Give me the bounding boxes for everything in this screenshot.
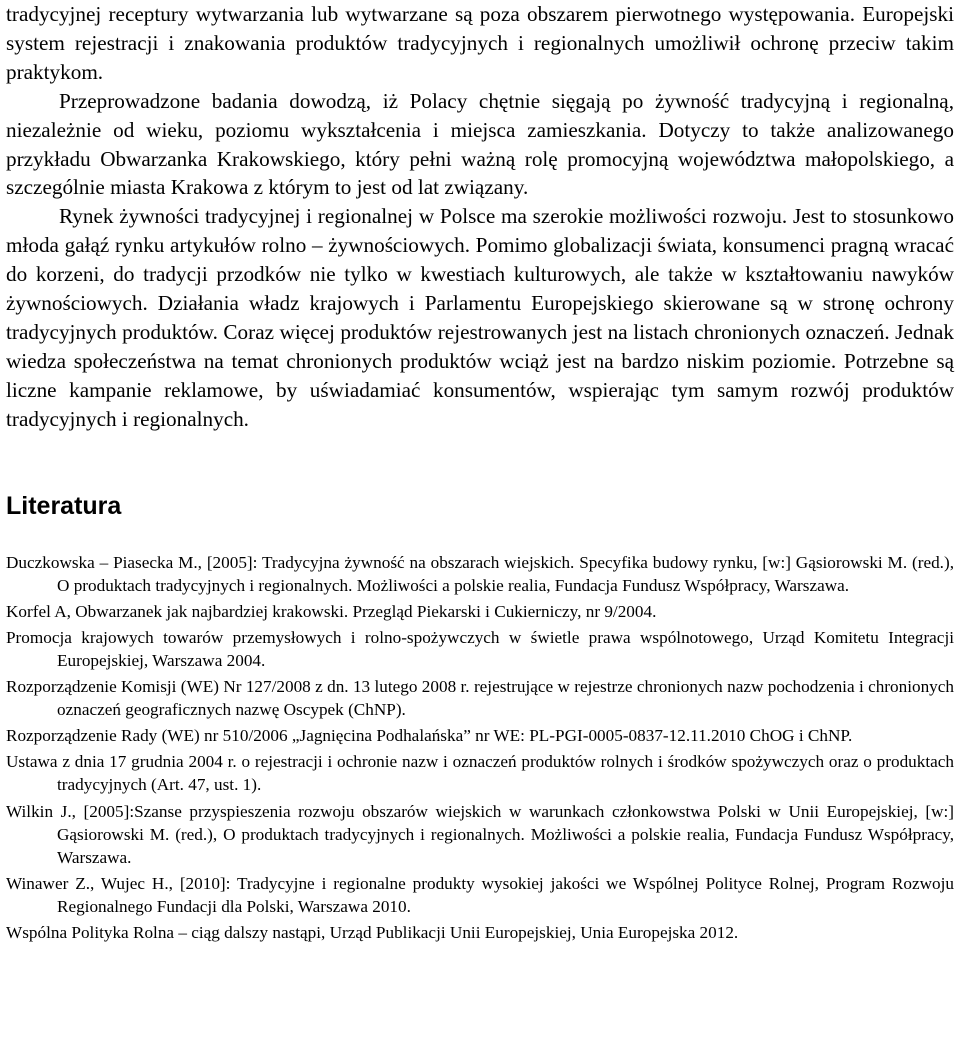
reference-item: Wspólna Polityka Rolna – ciąg dalszy nastąpi, Urząd Publikacji Unii Europejskiej, Unia Europejska 2012. xyxy=(6,923,739,942)
reference-item: Duczkowska – Piasecka M., [2005]: Tradycyjna żywność na obszarach wiejskich. Specyfika budowy rynku, [w:] Gąsiorowski M. (red.), O produktach tradycyjnych i regionalnych. Możliwości a polskie realia, Fundacja Fundusz Współpracy, Warszawa. xyxy=(6,552,954,595)
reference-item: Rozporządzenie Rady (WE) nr 510/2006 „Jagnięcina Podhalańska” nr WE: PL-PGI-0005-0837-12.11.2010 ChOG i ChNP. xyxy=(6,726,853,746)
reference-item: Wilkin J., [2005]:Szanse przyspieszenia rozwoju obszarów wiejskich w warunkach członkowstwa Polski w Unii Europejskiej, [w:] Gąsiorowski M. (red.), O produktach tradycyjnych i regionalnych. Możliwości a polskie realia, Fundacja Fundusz Współpracy, Warszawa. xyxy=(6,801,954,867)
reference-item: Ustawa z dnia 17 grudnia 2004 r. o rejestracji i ochronie nazw i oznaczeń produktów rolnych i środków spożywczych oraz o produktach tradycyjnych (Art. 47, ust. 1). xyxy=(6,752,954,795)
document-page xyxy=(6,0,954,947)
reference-item: Korfel A, Obwarzanek jak najbardziej krakowski. Przegląd Piekarski i Cukierniczy, nr 9/2004. xyxy=(6,601,657,621)
reference-item: Promocja krajowych towarów przemysłowych i rolno-spożywczych w świetle prawa wspólnotowego, Urząd Komitetu Integracji Europejskiej, Warszawa 2004. xyxy=(6,627,954,670)
reference-item: Winawer Z., Wujec H., [2010]: Tradycyjne i regionalne produkty wysokiej jakości we Wspólnej Polityce Rolnej, Program Rozwoju Regionalnego Fundacji dla Polski, Warszawa 2010. xyxy=(6,873,954,916)
paragraph-continuation: tradycyjnej receptury wytwarzania lub wytwarzane są poza obszarem pierwotnego występowania. Europejski system rejestracji i znakowania produktów tradycyjnych i regionalnych umożliwił ochronę przeciw takim praktykom. xyxy=(6,2,954,84)
reference-list xyxy=(6,551,954,945)
paragraph-research: Przeprowadzone badania dowodzą, iż Polacy chętnie sięgają po żywność tradycyjną i regionalną, niezależnie od wieku, poziomu wykształcenia i miejsca zamieszkania. Dotyczy to także analizowanego przykładu Obwarzanka Krakowskiego, który pełni ważną rolę promocyjną województwa małopolskiego, a szczególnie miasta Krakowa z którym to jest od lat związany. xyxy=(6,88,954,200)
paragraph-market: Rynek żywności tradycyjnej i regionalnej w Polsce ma szerokie możliwości rozwoju. Jest to stosunkowo młoda gałąź rynku artykułów rolno – żywnościowych. Pomimo globalizacji świata, konsumenci pragną wracać do korzeni, do tradycji przodków nie tylko w kwestiach kulturowych, ale także w kształtowaniu nawyków żywnościowych. Działania władz krajowych i Parlamentu Europejskiego skierowane są w stronę ochrony tradycyjnych produktów. Coraz więcej produktów rejestrowanych jest na listach chronionych oznaczeń. Jednak wiedza społeczeństwa na temat chronionych produktów wciąż jest na bardzo niskim poziomie. Potrzebne są liczne kampanie reklamowe, by uświadamiać konsumentów, wspierając tym samym rozwój produktów tradycyjnych i regionalnych. xyxy=(6,204,954,431)
body-text xyxy=(6,0,954,434)
reference-item: Rozporządzenie Komisji (WE) Nr 127/2008 z dn. 13 lutego 2008 r. rejestrujące w rejestrze chronionych nazw pochodzenia i chronionych oznaczeń geograficznych nazwę Oscypek (ChNP). xyxy=(6,677,954,720)
literature-heading: Literatura xyxy=(6,491,122,520)
